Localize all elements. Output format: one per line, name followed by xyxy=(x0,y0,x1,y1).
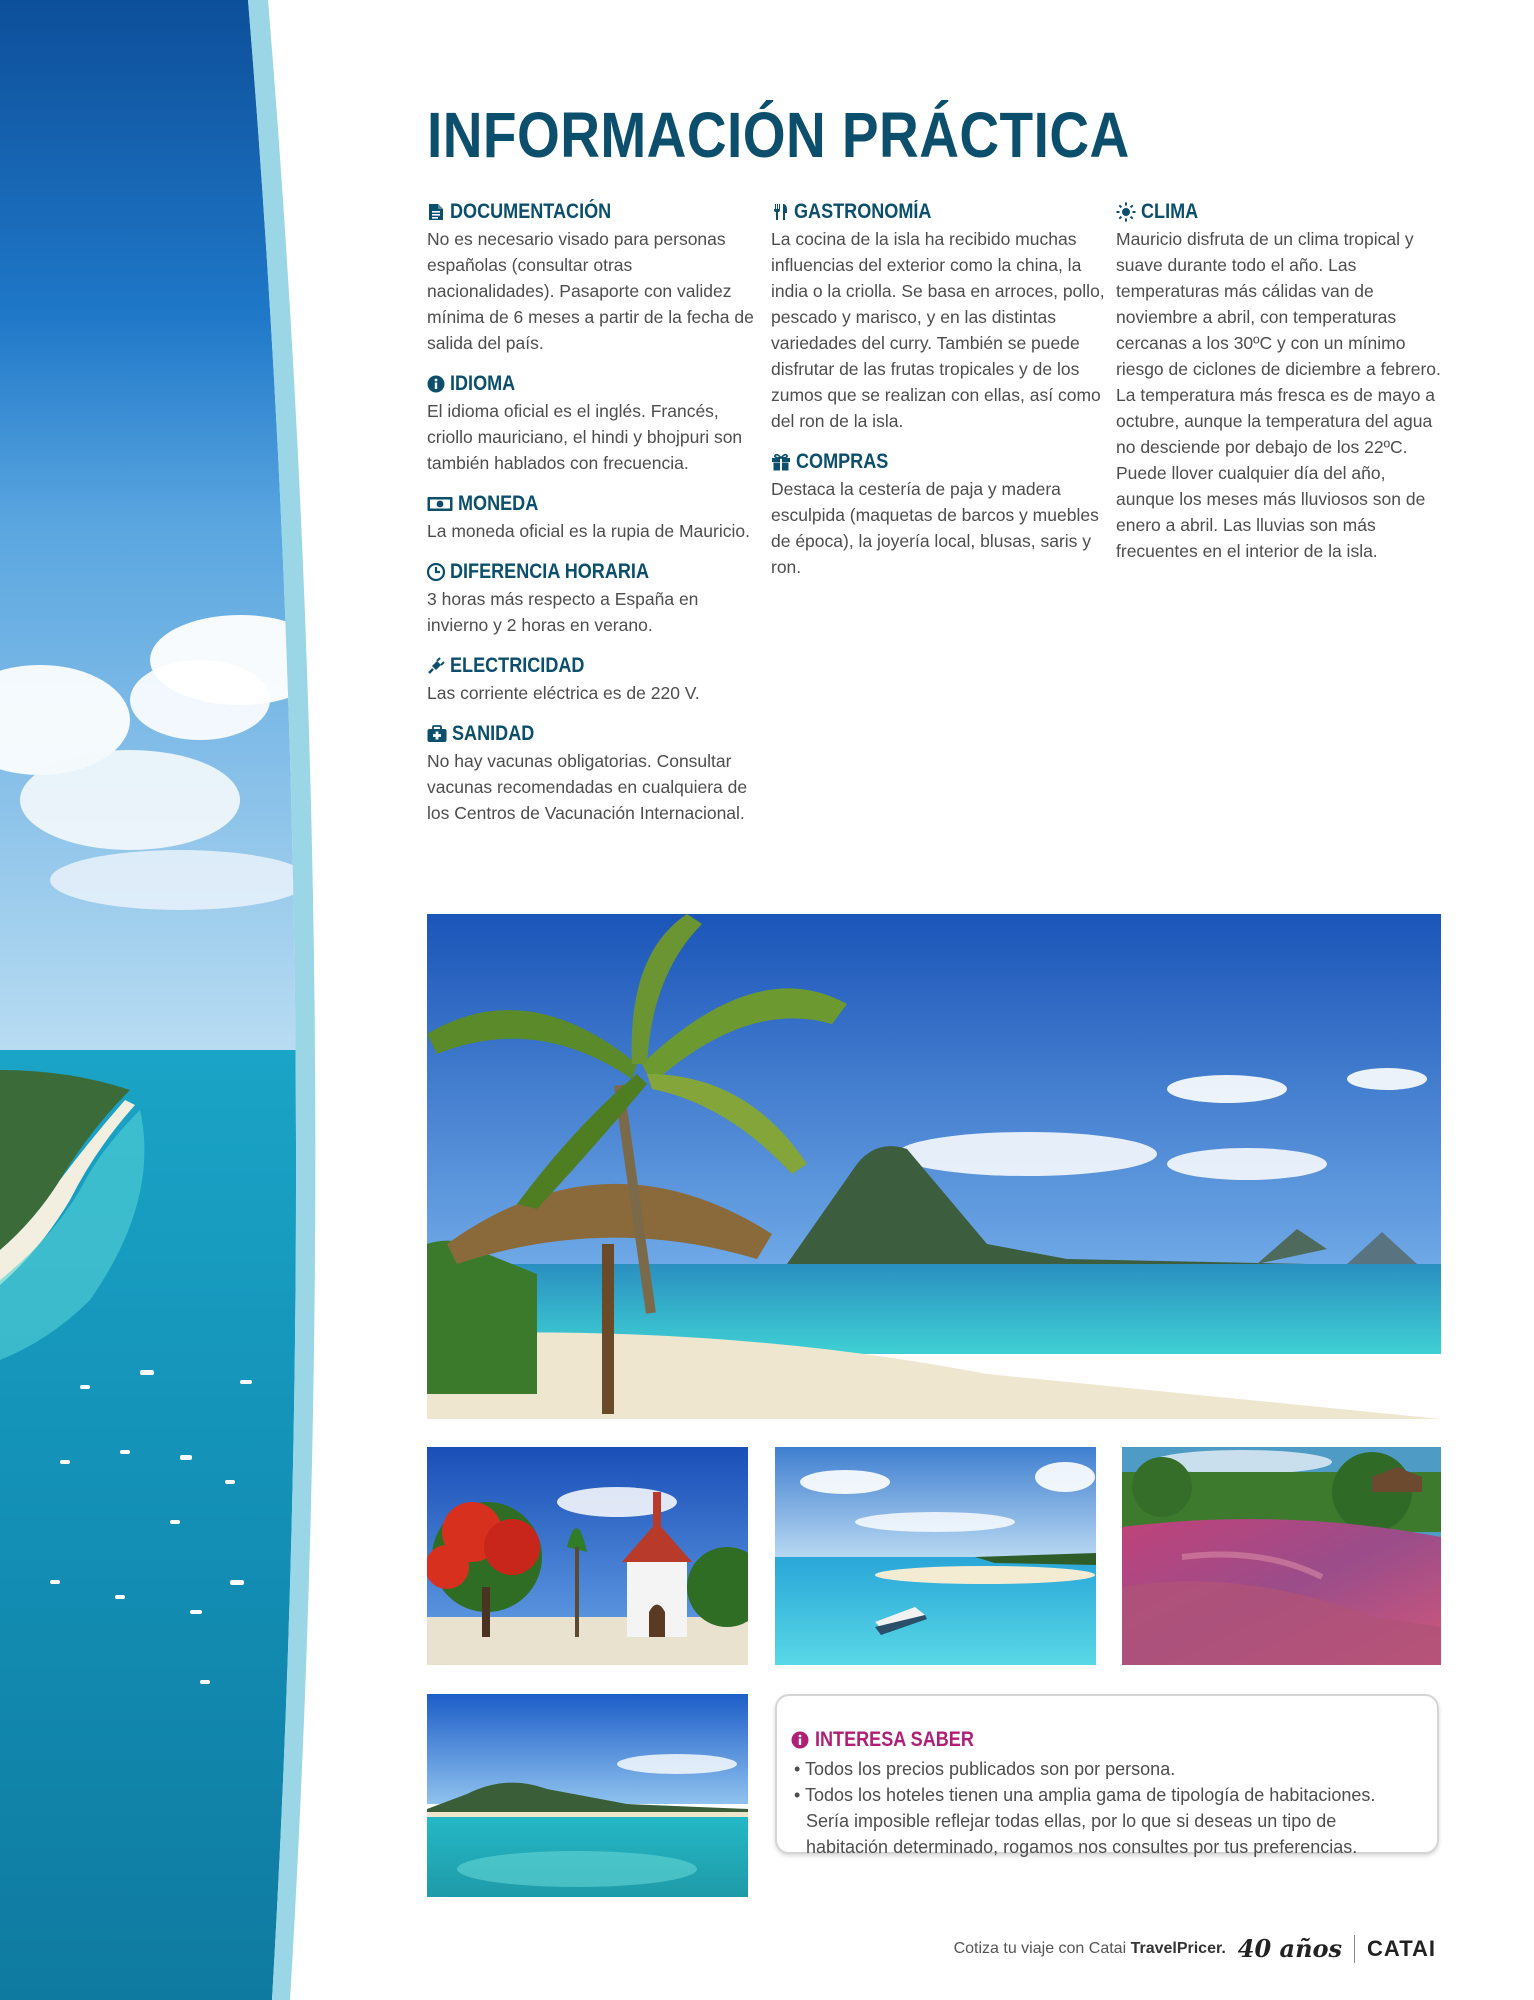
divider xyxy=(1354,1935,1355,1963)
section-title: GASTRONOMÍA xyxy=(794,200,932,223)
section-text: No es necesario visado para personas españolas (consultar otras nacionalidades). Pasaporte con validez mínima de 6 meses a partir de la fecha de salida del país. xyxy=(427,229,754,353)
anniversary-logo: 40 años xyxy=(1237,1934,1343,1963)
section-text: Mauricio disfruta de un clima tropical y suave durante todo el año. Las temperaturas más cálidas van de noviembre a abril, con temperaturas cercanas a los 30ºC y con un mínimo riesgo de ciclones de diciembre a febrero. La temperatura más fresca es de mayo a octubre, aunque la temperatura del agua no desciende por debajo de los 22ºC. Puede llover cualquier día del año, aunque los meses más lluviosos son de enero a abril. Las lluvias son más frecuentes en el interior de la isla. xyxy=(1116,229,1441,561)
section-title: SANIDAD xyxy=(452,722,535,745)
section-text: La cocina de la isla ha recibido muchas influencias del exterior como la china, la india o la criolla. Se basa en arroces, pollo, pescado y marisco, y en las distintas variedades del curry. También se puede disfrutar de las frutas tropicales y de los zumos que se realizan con ellas, así como del ron de la isla. xyxy=(771,229,1105,431)
section-title: DOCUMENTACIÓN xyxy=(450,200,612,223)
document-icon xyxy=(427,203,445,221)
section-title: DIFERENCIA HORARIA xyxy=(450,560,649,583)
section-text: 3 horas más respecto a España en invierno y 2 horas en verano. xyxy=(427,589,699,635)
section-title: ELECTRICIDAD xyxy=(450,654,585,677)
info-icon xyxy=(427,375,445,393)
section-title: MONEDA xyxy=(458,492,539,515)
travelpricer-link[interactable]: TravelPricer. xyxy=(1130,1939,1226,1957)
column-left xyxy=(427,198,762,840)
gift-icon xyxy=(771,453,791,471)
info-box-title: INTERESA SABER xyxy=(815,1728,974,1751)
section-text: No hay vacunas obligatorias. Consultar vacunas recomendadas en cualquiera de los Centros de Vacunación Internacional. xyxy=(427,751,748,823)
column-right xyxy=(1116,198,1446,578)
info-icon xyxy=(791,1731,809,1749)
interesa-saber-box xyxy=(775,1694,1439,1857)
aerial-coast-photo xyxy=(0,0,340,2000)
le-morne-lagoon-photo xyxy=(427,1694,748,1897)
section-text: La moneda oficial es la rupia de Mauricio. xyxy=(427,521,750,541)
section-currency xyxy=(427,490,762,544)
column-middle xyxy=(771,198,1106,594)
section-shopping xyxy=(771,448,1106,580)
list-item: • Todos los hoteles tienen una amplia gama de tipología de habitaciones. Sería imposible reflejar todas ellas, por lo que si deseas un tipo de habitación determinado, rogamos nos consultes por tus preferencias. xyxy=(794,1785,1376,1857)
catai-logo: CATAI xyxy=(1367,1935,1436,1961)
section-gastronomy xyxy=(771,198,1106,434)
medical-kit-icon xyxy=(427,725,447,743)
footer xyxy=(954,1934,1436,1963)
section-health xyxy=(427,720,762,826)
section-title: COMPRAS xyxy=(796,450,889,473)
cutlery-icon xyxy=(771,203,789,221)
church-flamboyant-photo xyxy=(427,1447,748,1665)
section-text: Destaca la cestería de paja y madera esculpida (maquetas de barcos y muebles de época), la joyería local, blusas, saris y ron. xyxy=(771,479,1099,577)
sun-icon xyxy=(1116,202,1136,222)
section-language xyxy=(427,370,762,476)
section-documentation xyxy=(427,198,762,356)
money-icon xyxy=(427,495,453,513)
section-climate xyxy=(1116,198,1446,564)
plug-icon xyxy=(427,657,445,675)
clock-icon xyxy=(427,563,445,581)
beach-palm-photo xyxy=(427,914,1441,1419)
section-text: El idioma oficial es el inglés. Francés, criollo mauriciano, el hindi y bhojpuri son también hablados con frecuencia. xyxy=(427,401,743,473)
footer-text: Cotiza tu viaje con Catai TravelPricer. xyxy=(953,1939,1226,1957)
section-time-difference xyxy=(427,558,762,638)
section-electricity xyxy=(427,652,762,706)
page-title: INFORMACIÓN PRÁCTICA xyxy=(427,99,1130,171)
section-title: IDIOMA xyxy=(450,372,516,395)
section-title: CLIMA xyxy=(1141,200,1199,223)
info-list xyxy=(791,1756,1419,1860)
section-text: Las corriente eléctrica es de 220 V. xyxy=(427,683,700,703)
seven-coloured-earths-photo xyxy=(1122,1447,1441,1665)
list-item: • Todos los precios publicados son por persona. xyxy=(794,1759,1176,1779)
lagoon-boat-photo xyxy=(775,1447,1096,1665)
